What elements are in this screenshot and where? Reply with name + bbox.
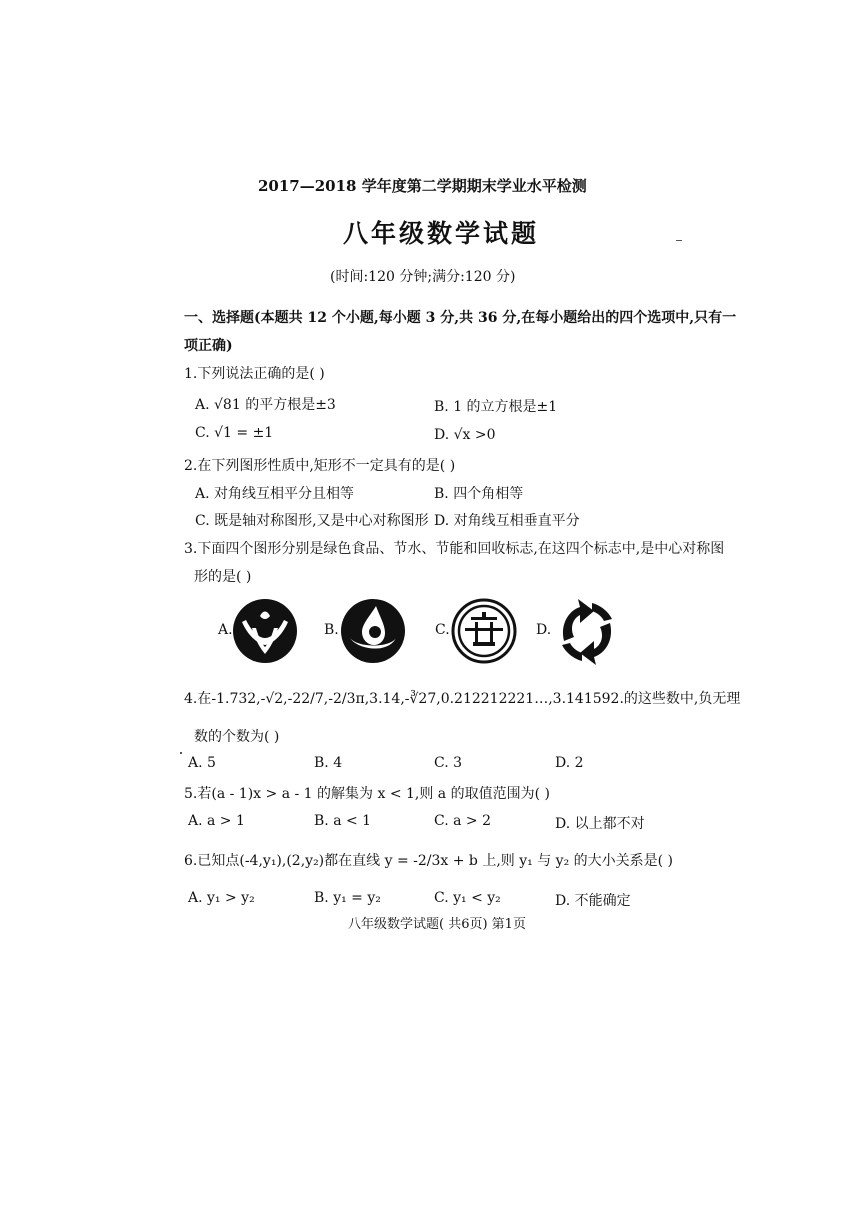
question-1-option-a: A. √81 的平方根是±3 xyxy=(195,397,336,413)
question-3-option-d: D. xyxy=(536,622,552,638)
question-4-stem-line2: 数的个数为( ) xyxy=(194,729,280,745)
question-1-option-c: C. √1 = ±1 xyxy=(195,425,274,441)
water-saving-logo-icon xyxy=(340,598,406,664)
exam-title: 八年级数学试题 xyxy=(343,219,540,248)
question-3-stem-line2: 形的是( ) xyxy=(194,569,252,585)
question-3-option-c: C. xyxy=(435,622,450,638)
question-2-option-a: A. 对角线互相平分且相等 xyxy=(195,486,355,502)
question-4-option-b: B. 4 xyxy=(314,755,343,771)
question-5-option-d: D. 以上都不对 xyxy=(555,816,645,832)
question-1-option-b: B. 1 的立方根是±1 xyxy=(434,399,558,415)
question-4-option-d: D. 2 xyxy=(555,755,584,771)
question-2-option-b: B. 四个角相等 xyxy=(434,486,524,502)
question-5-option-b: B. a < 1 xyxy=(314,813,372,829)
question-4-option-a: A. 5 xyxy=(188,755,216,771)
question-2-option-d: D. 对角线互相垂直平分 xyxy=(434,513,580,529)
question-3-option-a: A. xyxy=(218,622,233,638)
question-1-option-d: D. √x >0 xyxy=(434,427,496,443)
page-footer: 八年级数学试题( 共6页) 第1页 xyxy=(348,917,526,932)
question-2-option-c: C. 既是轴对称图形,又是中心对称图形 xyxy=(195,513,429,529)
recycling-logo-icon xyxy=(550,595,624,669)
question-6-option-b: B. y₁ = y₂ xyxy=(314,890,381,906)
energy-saving-logo-icon xyxy=(451,598,517,664)
question-4-option-c: C. 3 xyxy=(434,755,463,771)
question-6-option-c: C. y₁ < y₂ xyxy=(434,890,501,906)
question-2-stem: 2.在下列图形性质中,矩形不一定具有的是( ) xyxy=(184,458,456,474)
exam-time-info: (时间:120 分钟;满分:120 分) xyxy=(330,269,516,285)
question-5-option-a: A. a > 1 xyxy=(188,813,245,829)
question-3-stem-line1: 3.下面四个图形分别是绿色食品、节水、节能和回收标志,在这四个标志中,是中心对称图 xyxy=(184,541,725,557)
question-6-stem: 6.已知点(-4,y₁),(2,y₂)都在直线 y = -2/3x + b 上,则 y₁ 与 y₂ 的大小关系是( ) xyxy=(184,853,674,869)
question-5-stem: 5.若(a - 1)x > a - 1 的解集为 x < 1,则 a 的取值范围为( ) xyxy=(184,786,550,802)
question-3-option-b: B. xyxy=(324,622,339,638)
question-5-option-c: C. a > 2 xyxy=(434,813,491,829)
question-4-stem-line1: 4.在-1.732,-√2,-22/7,-2/3π,3.14,-∛27,0.212212221…,3.141592.的这些数中,负无理 xyxy=(184,691,741,707)
question-1-stem: 1.下列说法正确的是( ) xyxy=(184,366,325,382)
scan-speck xyxy=(180,752,182,754)
green-food-logo-icon xyxy=(232,598,298,664)
question-6-option-a: A. y₁ > y₂ xyxy=(188,890,255,906)
exam-subtitle: 2017—2018 学年度第二学期期末学业水平检测 xyxy=(258,177,587,195)
scan-speck xyxy=(676,240,682,241)
section-heading-line2: 项正确) xyxy=(184,338,233,354)
section-heading-line1: 一、选择题(本题共 12 个小题,每小题 3 分,共 36 分,在每小题给出的四个选项中,只有一 xyxy=(184,310,737,326)
question-6-option-d: D. 不能确定 xyxy=(555,893,631,909)
